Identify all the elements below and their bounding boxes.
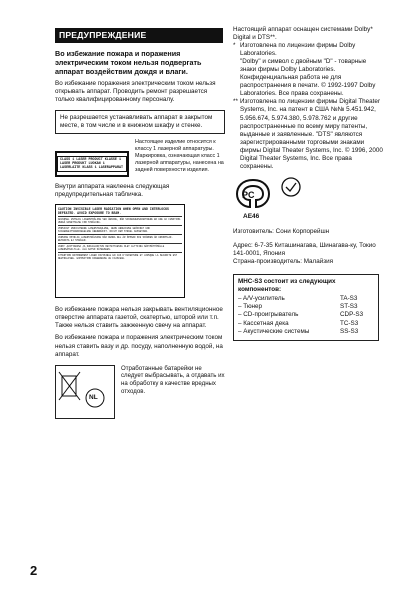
page-number: 2: [30, 563, 38, 578]
rating-mark-icon: [277, 176, 305, 198]
warning-heading: ПРЕДУПРЕЖДЕНИЕ: [55, 28, 223, 43]
component-model: SS-S3: [340, 327, 359, 335]
laser-class-section: [55, 139, 225, 177]
component-model: TA-S3: [340, 295, 358, 303]
ventilation-warning: Во избежание пожара нельзя закрывать вентиляционное отверстие аппарата газетой, скатертью, шторой или т.п. Также нельзя ставить зажженную свечу на аппарат.: [55, 306, 223, 330]
table-row: [238, 303, 374, 311]
inside-label-text: Внутри аппарата наклеена следующая предупредительная табличка.: [55, 183, 170, 199]
laser-class-label: [55, 151, 129, 177]
installation-notice-box: [55, 110, 225, 134]
footnote-mark: **: [233, 98, 238, 106]
component-name: – Кассетная дека: [238, 319, 289, 327]
components-table: [238, 295, 374, 336]
component-name: – CD-проигрыватель: [238, 311, 299, 319]
table-row: [238, 311, 374, 319]
dolby-license-text: Изготовлена по лицензии фирмы Dolby Laboratories.: [240, 42, 356, 58]
components-box: [233, 274, 379, 341]
laser-class-label-text: CLASS 1 LASER PRODUCT KLASSE 1 LASER PRODUKT LUOKAN 1 LASERLAITE KLASS 1 LASERAPPARAT: [57, 156, 127, 172]
caution-line: CAUTION INVISIBLE LASER RADIATION WHEN OPEN AND INTERLOCKS DEFEATED. AVOID EXPOSURE TO BEAM.: [58, 207, 169, 216]
manufacturer-text: Изготовитель: Сони Корпорейшн: [233, 227, 330, 235]
do-not-open-text: Во избежание поражения электрическим током нельзя открывать аппарат. Проводить ремонт разрешается только квалифицированному персоналу.: [55, 80, 216, 104]
country-text: Страна-производитель: Малайзия: [233, 257, 334, 265]
component-name: – Тюнер: [238, 303, 263, 311]
crossed-bin-icon: [56, 366, 114, 418]
caution-label: [55, 204, 185, 298]
components-title: MHC-S3 состоит из следующих компонентов:: [238, 278, 336, 294]
component-name: – Акустические системы: [238, 327, 310, 335]
caution-line: ATTENTION RAYONNEMENT LASER INVISIBLE EN CAS D'OUVERTURE ET LORSQUE LA SECURITE EST NEUTRALISEE. EXPOSITION DANGEREUSE AU FAISCEAU.: [58, 252, 182, 260]
certification-mark-icon: [233, 176, 273, 222]
dts-license-text: Изготовлена по лицензии фирмы Digital Theater Systems, Inc. на патент в США №№ 5.451.942, 5.956.674, 5.974.380, 5.978.762 и другие распространенные по всему миру патенты, выданные и заявленные. "DTS" являются зарегистрированными торговыми знаками фирмы Digital Theater Systems, Inc. © 1996, 2000 Digital Theater Systems, Inc. Все права сохранены.: [240, 98, 383, 170]
vase-warning: Во избежание пожара и поражения электрическим током нельзя ставить вазу и др. посуду, наполненную водой, на аппарат.: [55, 334, 223, 358]
certification-logos: [233, 176, 383, 222]
cert-code: AE46: [243, 212, 260, 220]
dolby-dts-intro: Настоящий аппарат оснащен системами Dolby* Digital и DTS**.: [233, 26, 373, 42]
caution-line: VARNING OSYNLIG LASERSTRÅLNING NÄR DENNA DEL ÄR ÖPPNAD OCH SPÄRREN ÄR URKOPPLAD. BETRAKTA EJ STRÅLEN.: [58, 234, 182, 242]
dolby-footnote: [233, 42, 383, 98]
dts-footnote: [233, 98, 383, 170]
nl-logo-text: NL: [89, 393, 98, 401]
caution-line: ADVARSEL USYNLIG LASERSTRÅLING VED ÅBNING, NÅR SIKKERHEDSAFBRYDERE ER UDE AF FUNKTION. UNDGÅ UDSÆTTELSE FOR STRÅLING.: [58, 218, 182, 225]
caution-line: VORSICHT UNSICHTBARE LASERSTRAHLUNG, WENN ABDECKUNG GEÖFFNET UND SICHERHEITSVERRIEGELUNG ÜBERBRÜCKT. NICHT DEM STRAHL AUSSETZEN.: [58, 225, 182, 233]
laser-class-description: Настоящее изделие относится к классу 1 лазерной аппаратуры. Маркировка, означающая класс 1 лазерной аппаратуры, нанесена на задней поверхности изделия.: [135, 139, 224, 174]
battery-disposal-symbol: [55, 365, 115, 419]
battery-section: [55, 365, 225, 419]
battery-disposal-text: Отработанные батарейки не следует выбрасывать, а отдавать их на обработку в качестве вредных отходов.: [121, 364, 225, 395]
installation-notice-text: Не разрешается устанавливать аппарат в закрытом месте, в том числе и в книжном шкафу и стенке.: [60, 114, 213, 130]
caution-line: VARO! AVATTAESSA JA SUOJALUKITUS OHITETTAESSA OLET ALTTIINA NÄKYMÄTTÖMÄLLE LASERSÄTEILYLLE. ÄLÄ KATSO SÄTEESEEN.: [58, 243, 182, 251]
component-model: ST-S3: [340, 303, 358, 311]
svg-text:PC: PC: [242, 189, 255, 200]
left-column: [55, 28, 225, 419]
fire-shock-warning: Во избежание пожара и поражения электрическим током нельзя подвергать аппарат воздействим дождя и влаги.: [55, 49, 202, 76]
component-name: – A/V-усилитель: [238, 295, 285, 303]
table-row: [238, 320, 374, 328]
component-model: CDP-S3: [340, 311, 364, 319]
table-row: [238, 328, 374, 336]
component-model: TC-S3: [340, 319, 359, 327]
dolby-trademark-text: "Dolby" и символ с двойным "D" - товарные знаки фирмы Dolby Laboratories. Конфиденциальная работа не для распространения в печати. © 1992-1997 Dolby Laboratories. Все права сохранены.: [240, 58, 376, 98]
footnote-mark: *: [233, 42, 236, 50]
table-row: [238, 295, 374, 303]
right-column: [233, 26, 383, 341]
address-text: Адрес: 6-7-35 Киташинагава, Шинагава-ку, Токио 141-0001, Япония: [233, 241, 376, 257]
